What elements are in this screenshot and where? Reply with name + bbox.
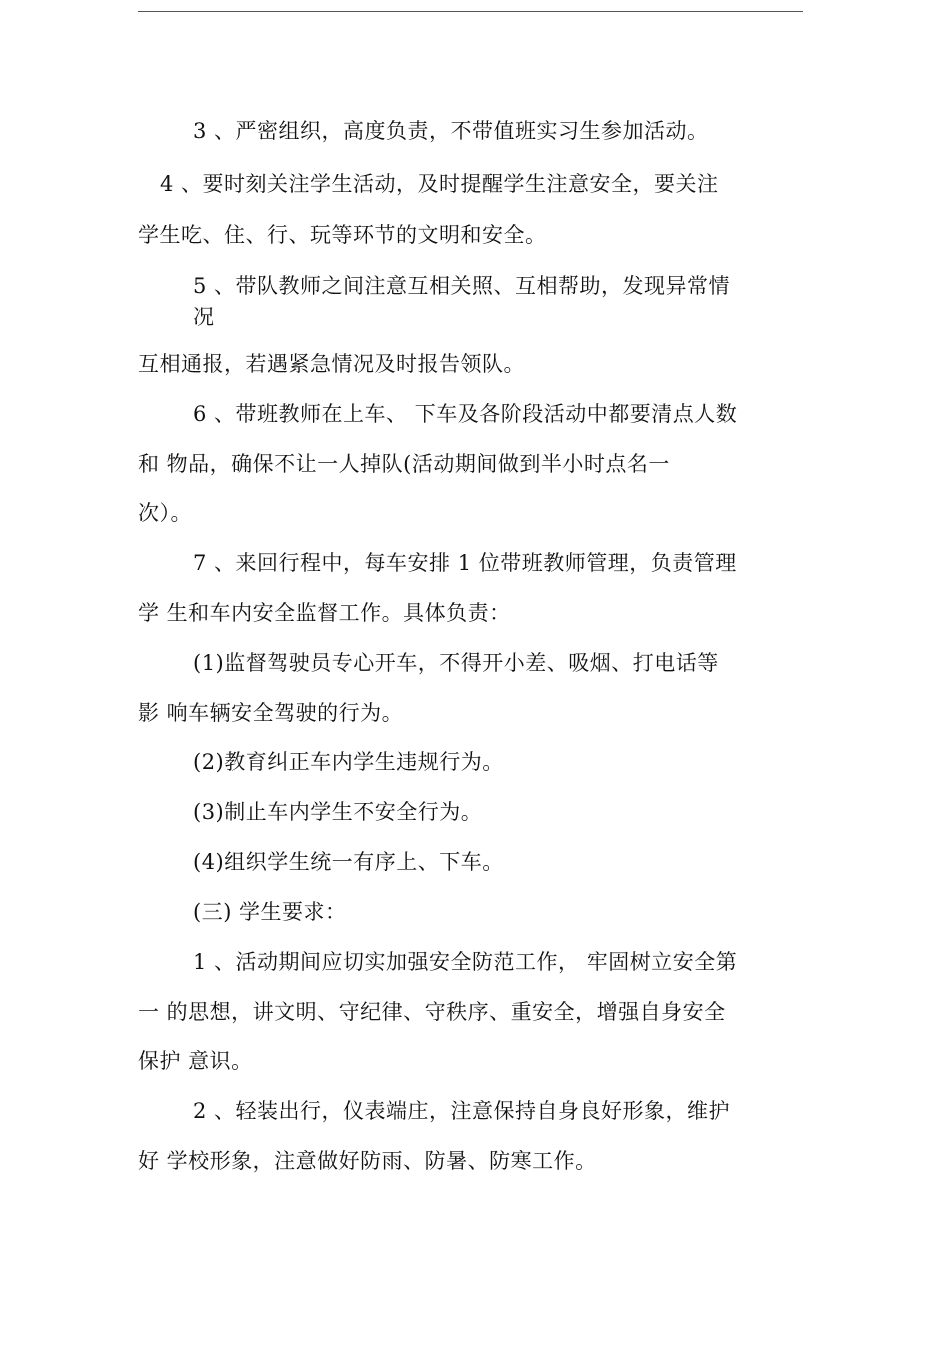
paragraph-line: 和 物品，确保不让一人掉队(活动期间做到半小时点名一 (138, 452, 670, 476)
paragraph-line: 2 、轻装出行，仪表端庄，注意保持自身良好形象，维护 (193, 1099, 731, 1123)
paragraph-line: 学生吃、住、行、玩等环节的文明和安全。 (138, 223, 547, 247)
paragraph-line: 一 的思想，讲文明、守纪律、守秩序、重安全，增强自身安全 (138, 1000, 726, 1024)
paragraph-line: 影 响车辆安全驾驶的行为。 (138, 701, 404, 725)
paragraph-line: 学 生和车内安全监督工作。具体负责： (138, 601, 511, 625)
paragraph-line: 1 、活动期间应切实加强安全防范工作， 牢固树立安全第 (193, 950, 738, 974)
paragraph-line: 况 (193, 305, 215, 329)
paragraph-line: (3)制止车内学生不安全行为。 (193, 800, 483, 824)
paragraph-line: 好 学校形象，注意做好防雨、防暑、防寒工作。 (138, 1149, 597, 1173)
paragraph-line: 互相通报，若遇紧急情况及时报告领队。 (138, 352, 525, 376)
paragraph-line: 保护 意识。 (138, 1049, 253, 1073)
section-heading: (三) 学生要求： (193, 900, 347, 924)
paragraph-line: (1)监督驾驶员专心开车，不得开小差、吸烟、打电话等 (193, 651, 719, 675)
header-rule (138, 11, 803, 12)
paragraph-line: 5 、带队教师之间注意互相关照、互相帮助，发现异常情 (193, 274, 731, 298)
paragraph-line: 3 、严密组织，高度负责，不带值班实习生参加活动。 (193, 119, 709, 143)
paragraph-line: 7 、来回行程中，每车安排 1 位带班教师管理，负责管理 (193, 551, 737, 575)
paragraph-line: 4 、要时刻关注学生活动，及时提醒学生注意安全，要关注 (160, 172, 719, 196)
paragraph-line: (2)教育纠正车内学生违规行为。 (193, 750, 504, 774)
paragraph-line: 6 、带班教师在上车、 下车及各阶段活动中都要清点人数 (193, 402, 738, 426)
paragraph-line: (4)组织学生统一有序上、下车。 (193, 850, 504, 874)
paragraph-line: 次）。 (138, 501, 192, 525)
